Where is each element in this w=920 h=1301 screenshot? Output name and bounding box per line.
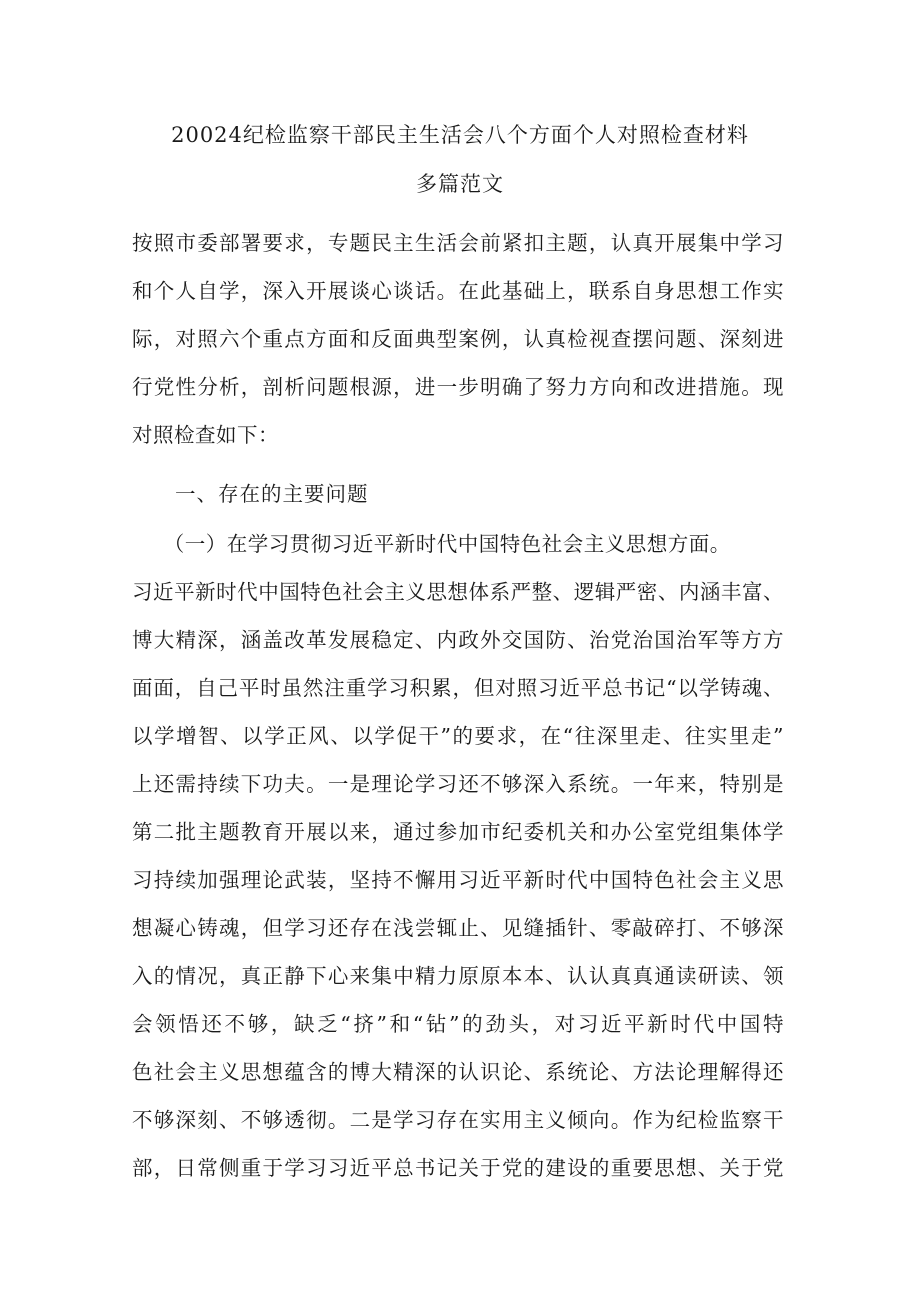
paragraph-line: 入的情况，真正静下心来集中精力原原本本、认认真真通读研读、领	[132, 964, 784, 988]
section-paragraph	[132, 520, 784, 1192]
paragraph-line: 第二批主题教育开展以来，通过参加市纪委机关和办公室党组集体学	[132, 820, 784, 844]
paragraph-line: 想凝心铸魂，但学习还存在浅尝辄止、见缝插针、零敲碎打、不够深	[132, 916, 784, 940]
paragraph-line: 部，日常侧重于学习习近平总书记关于党的建设的重要思想、关于党	[132, 1156, 784, 1180]
paragraph-line: 以学增智、以学正风、以学促干”的要求，在“往深里走、往实里走”	[132, 724, 784, 748]
paragraph-line: 色社会主义思想蕴含的博大精深的认识论、系统论、方法论理解得还	[132, 1060, 784, 1084]
paragraph-line: 按照市委部署要求，专题民主生活会前紧扣主题，认真开展集中学习	[132, 231, 784, 255]
paragraph-line: 和个人自学，深入开展谈心谈话。在此基础上，联系自身思想工作实	[132, 279, 784, 303]
paragraph-line: 上还需持续下功夫。一是理论学习还不够深入系统。一年来，特别是	[132, 772, 784, 796]
paragraph-line: 对照检查如下：	[132, 423, 279, 447]
section-heading: 一、存在的主要问题	[175, 482, 369, 506]
paragraph-line: 际，对照六个重点方面和反面典型案例，认真检视查摆问题、深刻进	[132, 327, 784, 351]
document-title-line-1: 20024纪检监察干部民主生活会八个方面个人对照检查材料	[171, 123, 749, 147]
paragraph-line: 面面，自己平时虽然注重学习积累，但对照习近平总书记“以学铸魂、	[132, 676, 784, 700]
intro-paragraph	[132, 219, 784, 459]
paragraph-line: 不够深刻、不够透彻。二是学习存在实用主义倾向。作为纪检监察干	[132, 1108, 784, 1132]
paragraph-line: 会领悟还不够，缺乏“挤”和“钻”的劲头，对习近平新时代中国特	[132, 1012, 784, 1036]
paragraph-line: （一）在学习贯彻习近平新时代中国特色社会主义思想方面。	[132, 532, 731, 556]
paragraph-line: 习持续加强理论武装，坚持不懈用习近平新时代中国特色社会主义思	[132, 868, 784, 892]
paragraph-line: 行党性分析，剖析问题根源，进一步明确了努力方向和改进措施。现	[132, 375, 784, 399]
paragraph-line: 习近平新时代中国特色社会主义思想体系严整、逻辑严密、内涵丰富、	[132, 580, 784, 604]
document-title-line-2: 多篇范文	[416, 172, 504, 196]
paragraph-line: 博大精深，涵盖改革发展稳定、内政外交国防、治党治国治军等方方	[132, 628, 784, 652]
